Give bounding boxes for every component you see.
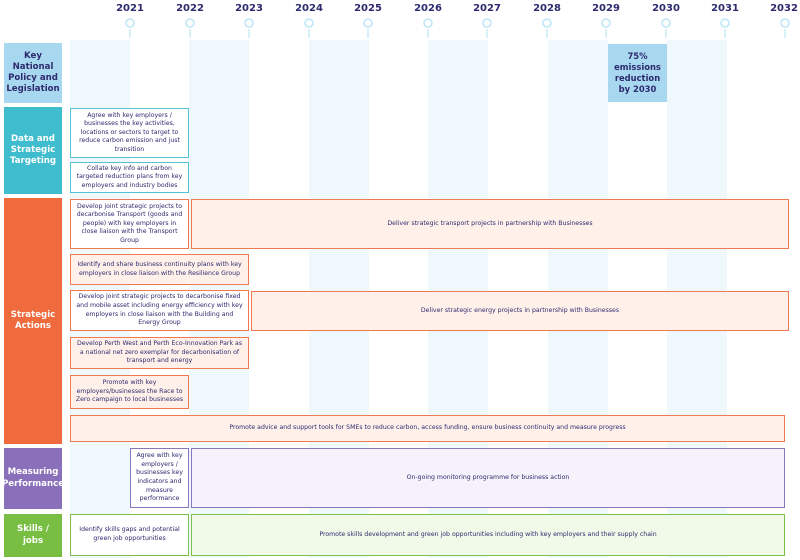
year-label: 2024 (295, 3, 323, 14)
pin-icon (244, 17, 254, 39)
skills-gaps-box: Identify skills gaps and potential green job opportunities (70, 514, 189, 556)
year-label: 2032 (770, 3, 798, 14)
pin-icon (423, 17, 433, 39)
agree-key-activities-box: Agree with key employers / businesses the key activities, locations or sectors to target to reduce carbon emission and just transition (70, 108, 189, 158)
year-label: 2030 (652, 3, 680, 14)
pin-icon (661, 17, 671, 39)
sme-support-box: Promote advice and support tools for SMEs to reduce carbon, access funding, ensure business continuity and measure progress (70, 415, 785, 442)
transport-projects-develop-box: Develop joint strategic projects to decarbonise Transport (goods and people) with key employers in close liaison with the Transport Group (70, 199, 189, 249)
business-continuity-box: Identify and share business continuity plans with key employers in close liaison with the Resilience Group (70, 254, 249, 285)
pin-icon (363, 17, 373, 39)
pin-icon (125, 17, 135, 39)
category-measuring-performance: Measuring Performance (4, 448, 62, 509)
skills-development-box: Promote skills development and green job opportunities including with key employers and their supply chain (191, 514, 785, 556)
year-label: 2021 (116, 3, 144, 14)
pin-icon (720, 17, 730, 39)
year-label: 2031 (711, 3, 739, 14)
category-data-targeting: Data and Strategic Targeting (4, 107, 62, 194)
year-label: 2029 (592, 3, 620, 14)
category-policy: Key National Policy and Legislation (4, 43, 62, 103)
race-to-zero-box: Promote with key employers/businesses the Race to Zero campaign to local businesses (70, 375, 189, 409)
year-label: 2027 (473, 3, 501, 14)
pin-icon (185, 17, 195, 39)
year-label: 2022 (176, 3, 204, 14)
agree-indicators-box: Agree with key employers / businesses key indicators and measure performance (130, 448, 189, 508)
category-skills-jobs: Skills / jobs (4, 514, 62, 557)
year-label: 2026 (414, 3, 442, 14)
transport-projects-deliver-box: Deliver strategic transport projects in partnership with Businesses (191, 199, 789, 249)
pin-icon (304, 17, 314, 39)
pin-icon (482, 17, 492, 39)
pin-icon (601, 17, 611, 39)
energy-projects-develop-box: Develop joint strategic projects to decarbonise fixed and mobile asset including energy efficiency with key employers in close liaison with the Building and Energy Group (70, 290, 249, 331)
year-label: 2023 (235, 3, 263, 14)
energy-projects-deliver-box: Deliver strategic energy projects in partnership with Businesses (251, 291, 789, 331)
pin-icon (780, 17, 790, 39)
year-label: 2025 (354, 3, 382, 14)
perth-west-box: Develop Perth West and Perth Eco-Innovation Park as a national net zero exemplar for decarbonisation of transport and energy (70, 337, 249, 369)
collate-key-info-box: Collate key info and carbon targeted reduction plans from key employers and industry bodies (70, 162, 189, 193)
year-label: 2028 (533, 3, 561, 14)
emissions-target-badge: 75% emissions reduction by 2030 (608, 44, 667, 102)
category-strategic-actions: Strategic Actions (4, 198, 62, 444)
pin-icon (542, 17, 552, 39)
monitoring-programme-box: On-going monitoring programme for business action (191, 448, 785, 508)
